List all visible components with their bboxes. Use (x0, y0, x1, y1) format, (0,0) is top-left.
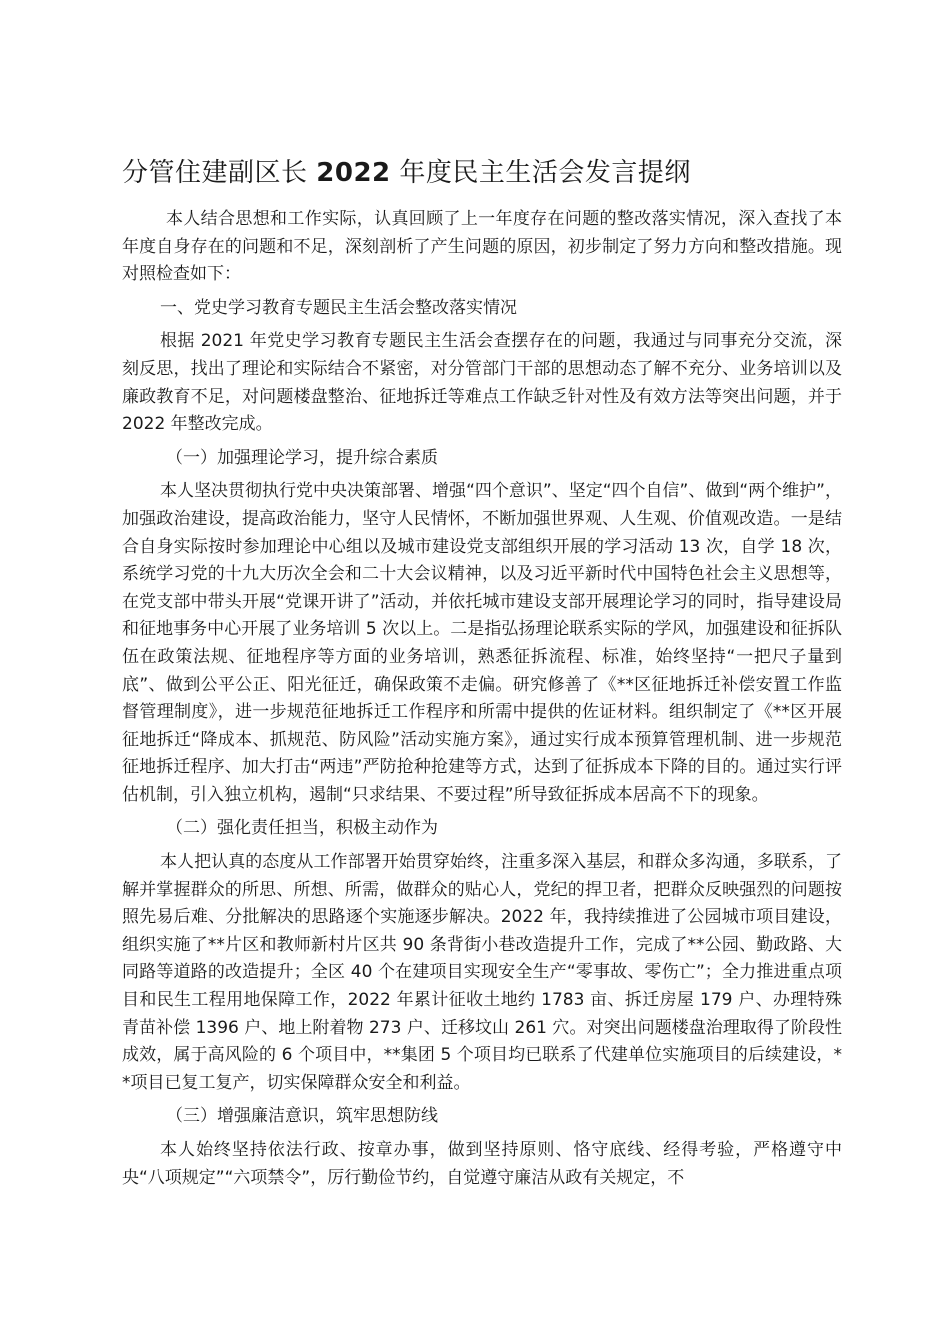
document-title (122, 153, 842, 193)
sub3-paragraph: 本人始终坚持依法行政、按章办事，做到坚持原则、恪守底线、经得考验，严格遵守中央“八项规定”“六项禁令”，厉行勤俭节约，自觉遵守廉洁从政有关规定，不 (122, 1140, 842, 1188)
sub3-heading: （三）增强廉洁意识，筑牢思想防线 (166, 1106, 438, 1127)
title-suffix: 年度民主生活会发言提纲 (399, 158, 691, 188)
section1-paragraph: 根据 2021 年党史学习教育专题民主生活会查摆存在的问题，我通过与同事充分交流，深刻反思，找出了理论和实际结合不紧密，对分管部门干部的思想动态了解不充分、业务培训以及廉政教育不足，对问题楼盘整治、征地拆迁等难点工作缺乏针对性及有效方法等突出问题，并于 2022 年整改完成。 (122, 331, 842, 435)
intro-paragraph: 本人结合思想和工作实际，认真回顾了上一年度存在问题的整改落实情况，深入查找了本年度自身存在的问题和不足，深刻剖析了产生问题的原因，初步制定了努力方向和整改措施。现对照检查如下： (122, 209, 842, 285)
sub1-heading: （一）加强理论学习，提升综合素质 (166, 447, 438, 468)
title-year: 2022 (316, 158, 391, 188)
section1-heading: 一、党史学习教育专题民主生活会整改落实情况 (160, 297, 517, 318)
sub2-paragraph: 本人把认真的态度从工作部署开始贯穿始终，注重多深入基层，和群众多沟通，多联系，了解并掌握群众的所思、所想、所需，做群众的贴心人，党纪的捍卫者，把群众反映强烈的问题按照先易后难、分批解决的思路逐个实施逐步解决。2022 年，我持续推进了公园城市项目建设，组织实施了**片区和教师新村片区共 90 条背街小巷改造提升工作，完成了**公园、勤政路、大同路等道路的改造提升；全区 40 个在建项目实现安全生产“零事故、零伤亡”；全力推进重点项目和民生工程用地保障工作，2022 年累计征收土地约 1783 亩、拆迁房屋 179 户、办理特殊青苗补偿 1396 户、地上附着物 273 户、迁移坟山 261 穴。对突出问题楼盘治理取得了阶段性成效，属于高风险的 6 个项目中，**集团 5 个项目均已联系了代建单位实施项目的后续建设，**项目已复工复产，切实保障群众安全和利益。 (122, 852, 842, 1093)
document-body (122, 206, 842, 1198)
sub2-heading: （二）强化责任担当，积极主动作为 (166, 818, 438, 839)
sub1-paragraph: 本人坚决贯彻执行党中央决策部署、增强“四个意识”、坚定“四个自信”、做到“两个维护”，加强政治建设，提高政治能力，坚守人民情怀，不断加强世界观、人生观、价值观改造。一是结合自身实际按时参加理论中心组以及城市建设党支部组织开展的学习活动 13 次，自学 18 次，系统学习党的十九大历次全会和二十大会议精神，以及习近平新时代中国特色社会主义思想等，在党支部中带头开展“党课开讲了”活动，并依托城市建设支部开展理论学习的同时，指导建设局和征地事务中心开展了业务培训 5 次以上。二是指弘扬理论联系实际的学风，加强建设和征拆队伍在政策法规、征地程序等方面的业务培训，熟悉征拆流程、标准，始终坚持“一把尺子量到底”、做到公平公正、阳光征迁，确保政策不走偏。研究修善了《**区征地拆迁补偿安置工作监督管理制度》，进一步规范征地拆迁工作程序和所需中提供的佐证材料。组织制定了《**区开展征地拆迁“降成本、抓规范、防风险”活动实施方案》，通过实行成本预算管理机制、进一步规范征地拆迁程序、加大打击“两违”严防抢种抢建等方式，达到了征拆成本下降的目的。通过实行评估机制，引入独立机构，遏制“只求结果、不要过程”所导致征拆成本居高不下的现象。 (122, 481, 842, 805)
title-prefix: 分管住建副区长 (122, 158, 308, 188)
